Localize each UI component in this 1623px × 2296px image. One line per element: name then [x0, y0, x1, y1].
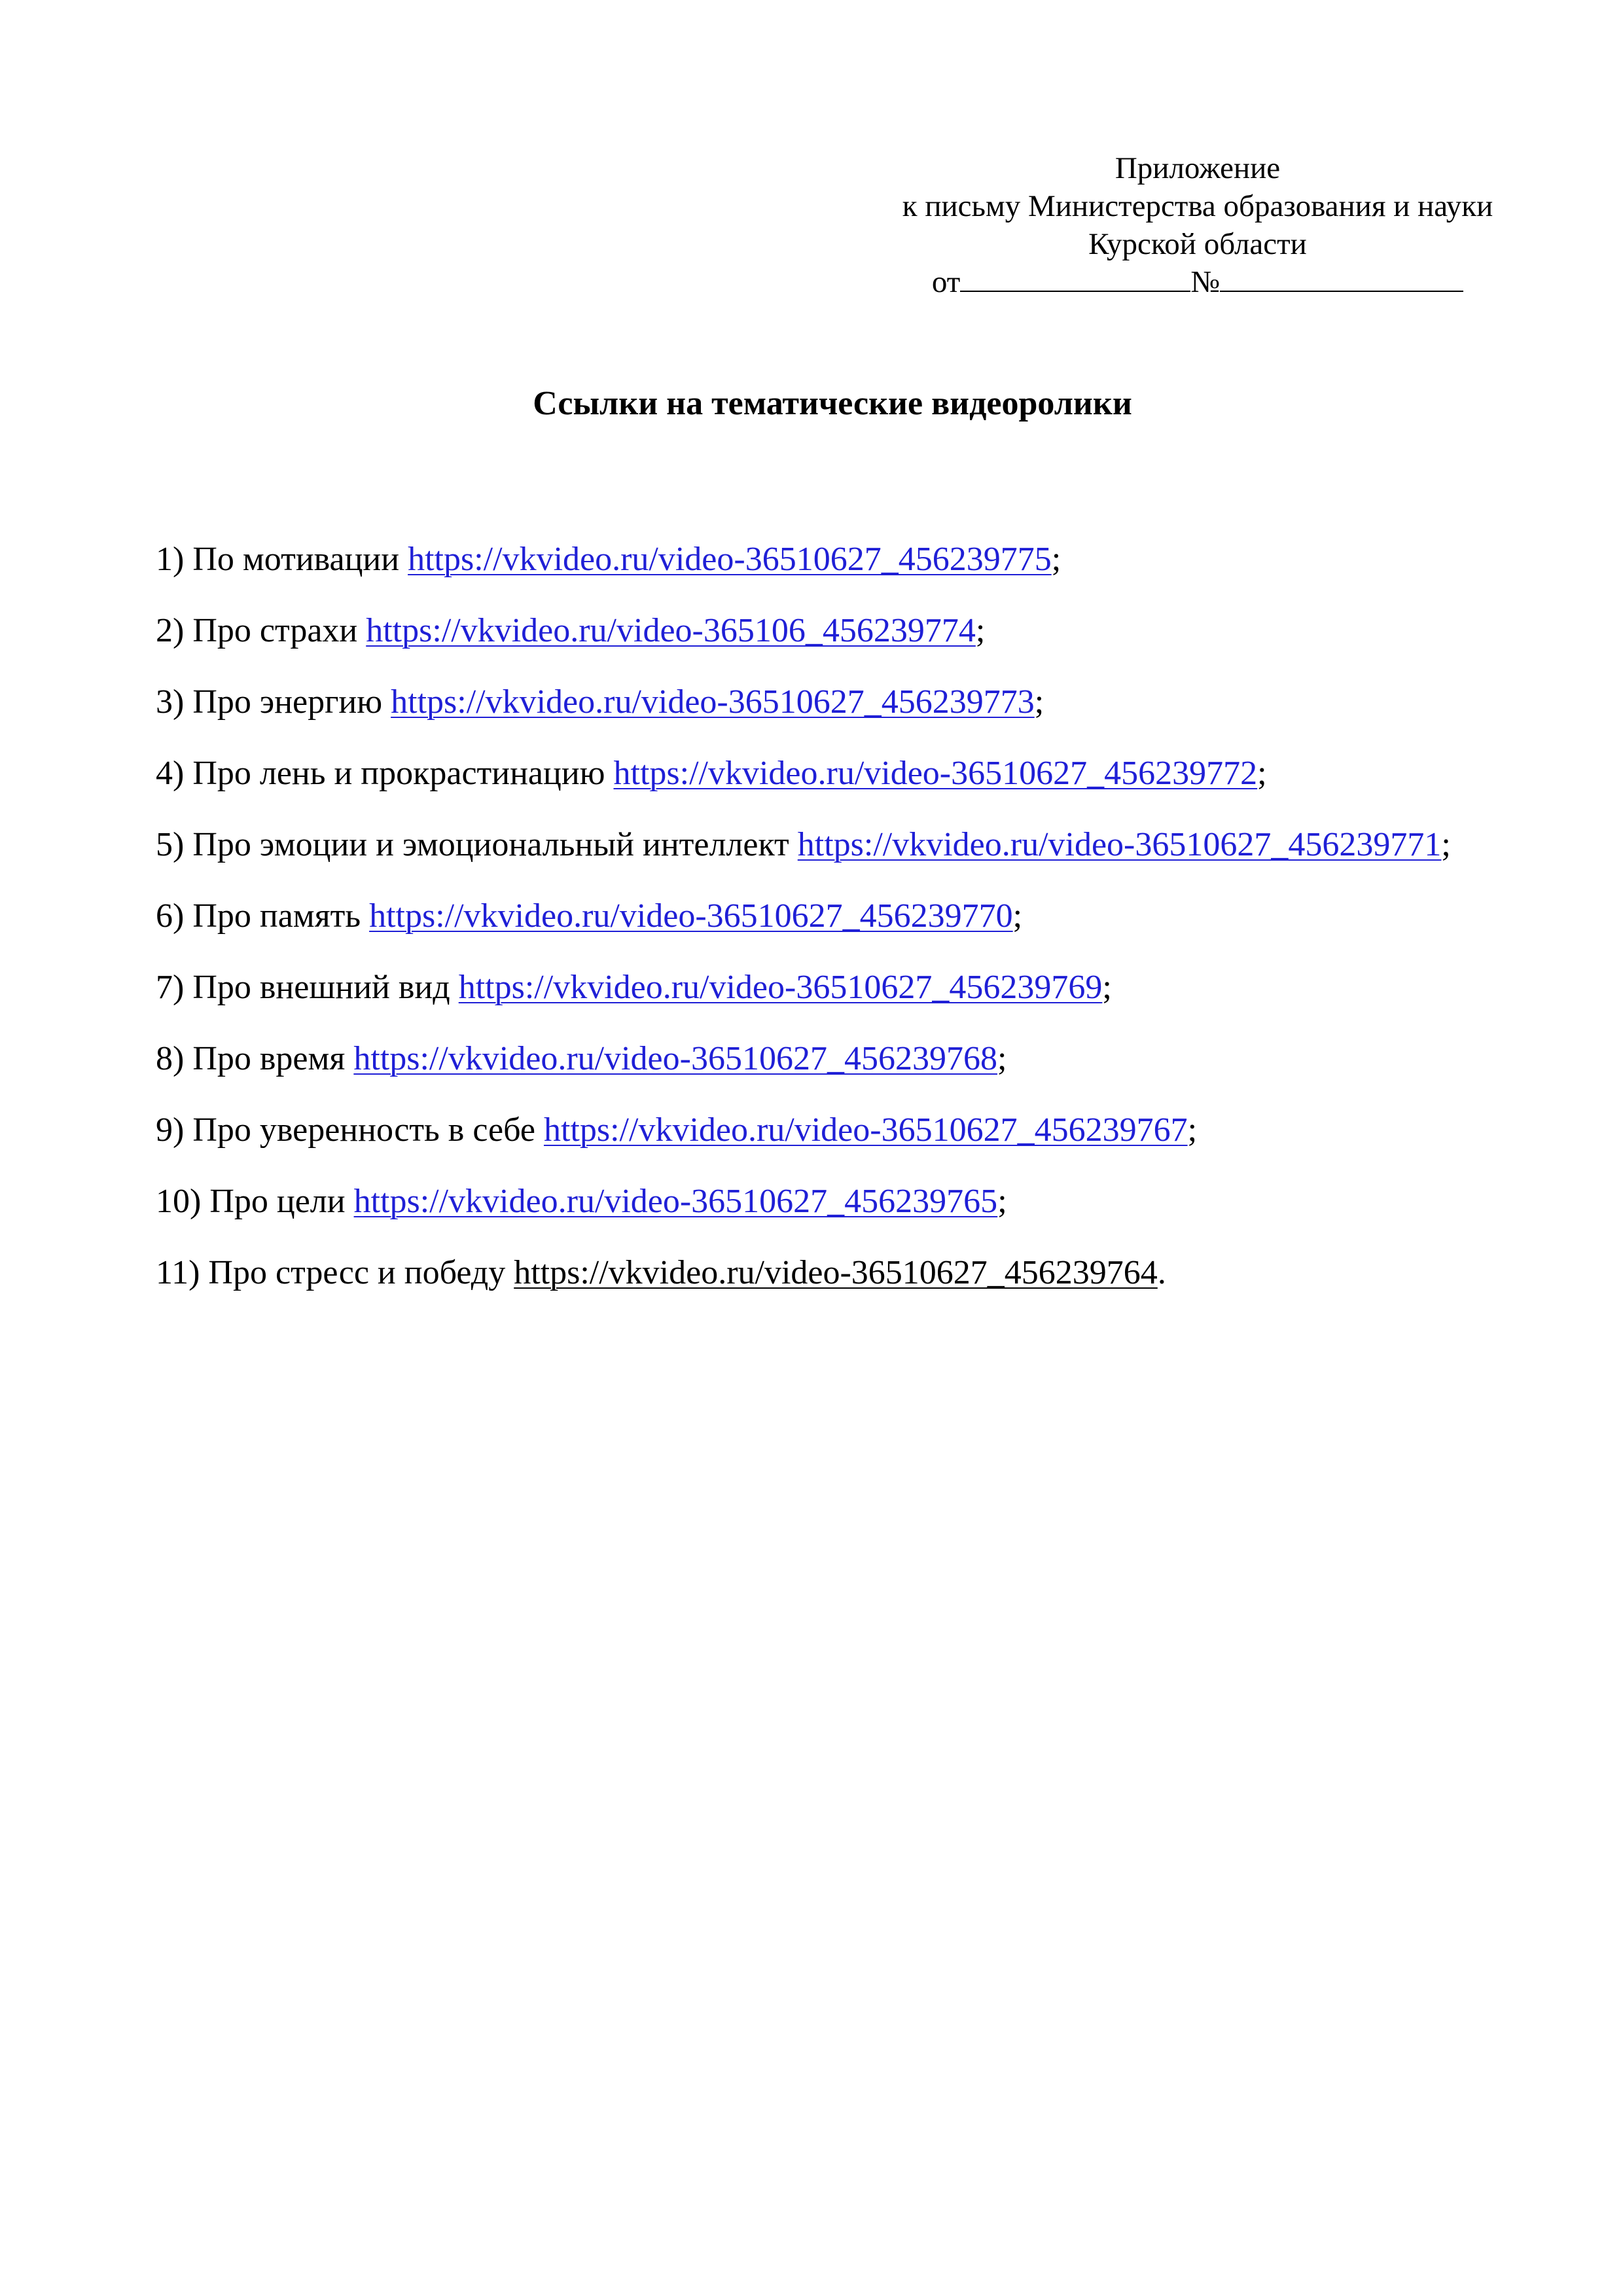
date-blank	[960, 264, 1190, 292]
item-end: ;	[975, 612, 986, 649]
header-letter-ref: к письму Министерства образования и науки	[902, 189, 1493, 223]
list-item	[156, 752, 1491, 795]
item-topic: Про внешний вид	[192, 969, 450, 1006]
item-number: 11)	[156, 1254, 200, 1291]
item-end: ;	[1441, 826, 1451, 863]
page-title: Ссылки на тематические видеоролики	[533, 385, 1132, 422]
header-date-number	[870, 263, 1525, 301]
item-topic: Про уверенность в себе	[192, 1111, 535, 1149]
video-link[interactable]: https://vkvideo.ru/video-36510627_456239771	[797, 826, 1442, 863]
item-topic: По мотивации	[192, 541, 400, 578]
item-topic: Про страхи	[192, 612, 358, 649]
list-item	[156, 609, 1491, 653]
video-link[interactable]: https://vkvideo.ru/video-36510627_456239767	[543, 1111, 1188, 1149]
video-link[interactable]: https://vkvideo.ru/video-36510627_456239765	[353, 1183, 998, 1220]
item-number: 10)	[156, 1183, 202, 1220]
item-number: 4)	[156, 755, 185, 792]
item-number: 5)	[156, 826, 185, 863]
item-number: 9)	[156, 1111, 185, 1149]
item-end: ;	[1187, 1111, 1198, 1149]
list-item	[156, 538, 1491, 581]
video-link[interactable]: https://vkvideo.ru/video-365106_456239774	[366, 612, 976, 649]
video-link[interactable]: https://vkvideo.ru/video-36510627_456239769	[458, 969, 1103, 1006]
item-number: 2)	[156, 612, 185, 649]
video-link[interactable]: https://vkvideo.ru/video-36510627_456239764	[514, 1254, 1158, 1291]
number-blank	[1220, 264, 1463, 292]
item-number: 6)	[156, 897, 185, 935]
number-sign: №	[1190, 265, 1221, 299]
list-item	[156, 1037, 1491, 1081]
item-end: ;	[1257, 755, 1267, 792]
video-links-list	[156, 538, 1491, 1323]
item-number: 1)	[156, 541, 185, 578]
item-topic: Про цели	[209, 1183, 346, 1220]
date-prefix: от	[931, 265, 961, 299]
item-topic: Про энергию	[192, 683, 383, 721]
item-topic: Про память	[192, 897, 361, 935]
item-topic: Про лень и прокрастинацию	[192, 755, 605, 792]
item-number: 7)	[156, 969, 185, 1006]
item-end: ;	[997, 1040, 1007, 1077]
item-end: ;	[1102, 969, 1112, 1006]
video-link[interactable]: https://vkvideo.ru/video-36510627_456239775	[408, 541, 1052, 578]
list-item	[156, 895, 1491, 938]
item-number: 8)	[156, 1040, 185, 1077]
list-item	[156, 1180, 1491, 1223]
item-end: ;	[1012, 897, 1023, 935]
list-item	[156, 823, 1491, 867]
item-end: ;	[997, 1183, 1007, 1220]
item-end: .	[1157, 1254, 1166, 1291]
item-topic: Про время	[192, 1040, 346, 1077]
video-link[interactable]: https://vkvideo.ru/video-36510627_456239768	[353, 1040, 997, 1077]
item-topic: Про эмоции и эмоциональный интеллект	[192, 826, 789, 863]
list-item	[156, 1109, 1491, 1152]
header-appendix: Приложение	[1115, 151, 1281, 185]
list-item	[156, 1251, 1491, 1295]
item-number: 3)	[156, 683, 185, 721]
item-topic: Про стресс и победу	[208, 1254, 506, 1291]
video-link[interactable]: https://vkvideo.ru/video-36510627_456239770	[369, 897, 1013, 935]
item-end: ;	[1034, 683, 1044, 721]
list-item	[156, 681, 1491, 724]
list-item	[156, 966, 1491, 1009]
document-header	[870, 149, 1525, 301]
header-region: Курской области	[1088, 227, 1307, 261]
item-end: ;	[1051, 541, 1061, 578]
video-link[interactable]: https://vkvideo.ru/video-36510627_456239772	[613, 755, 1258, 792]
video-link[interactable]: https://vkvideo.ru/video-36510627_456239773	[391, 683, 1035, 721]
